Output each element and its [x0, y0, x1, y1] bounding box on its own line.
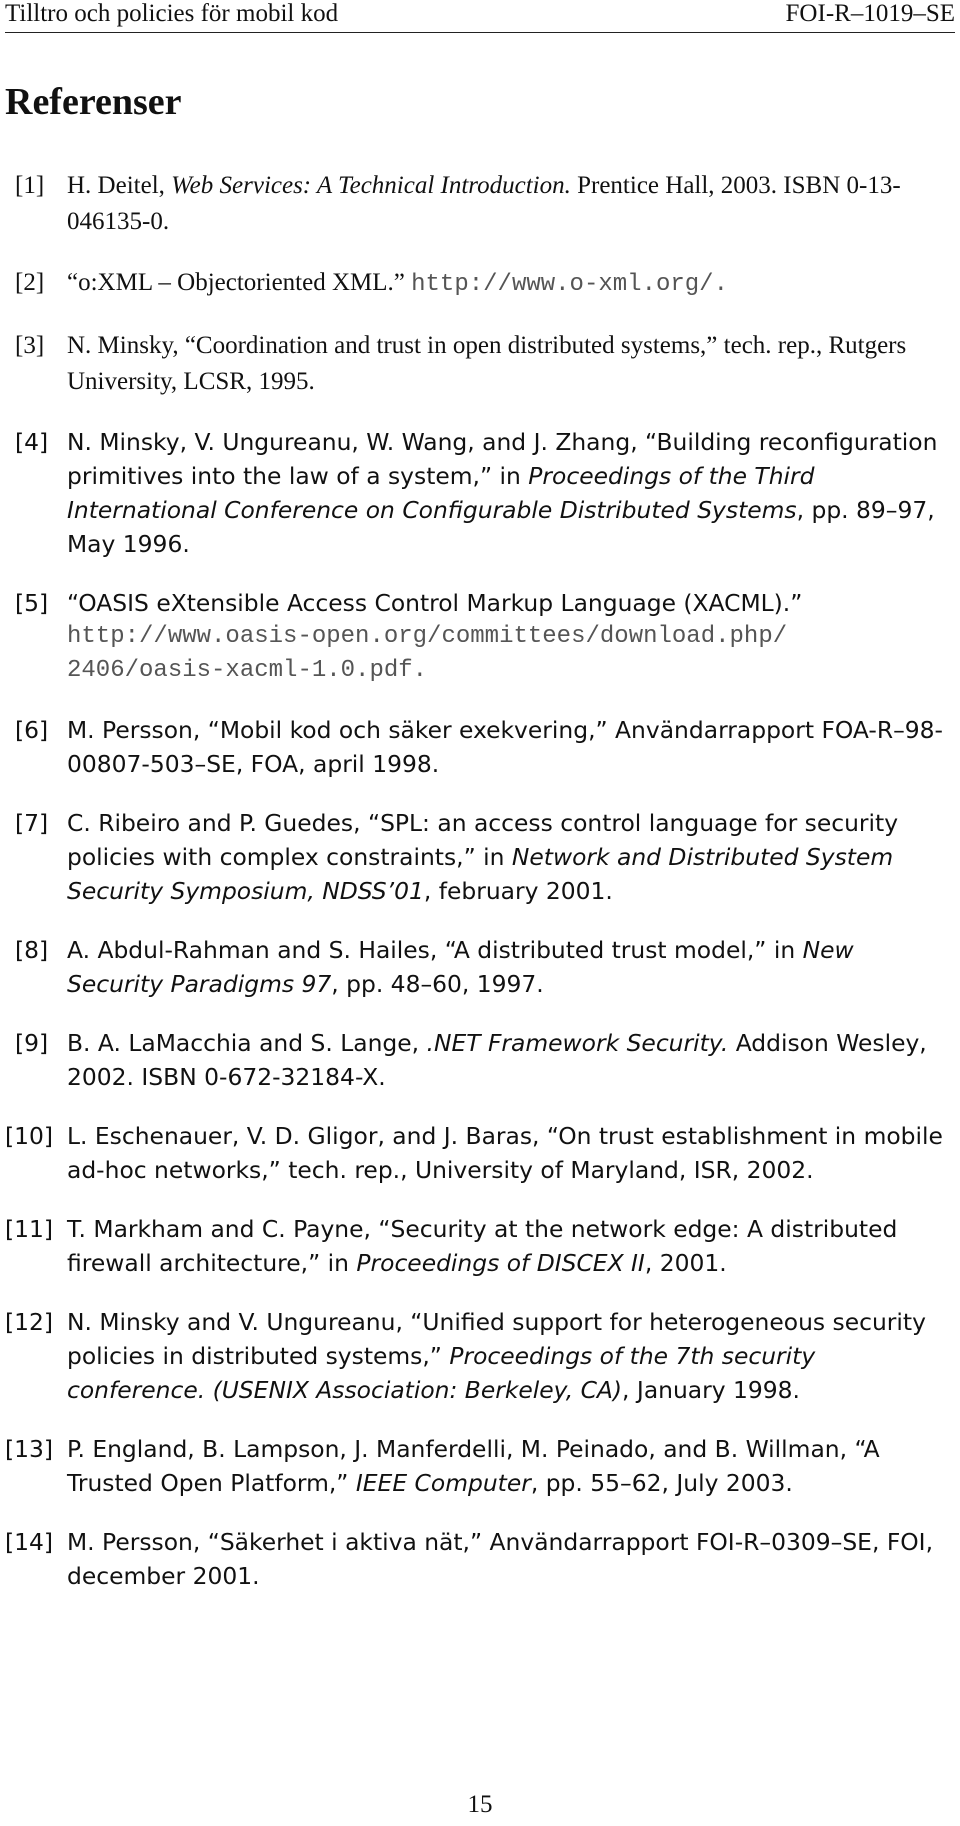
reference-item — [5, 168, 955, 240]
reference-number: [6] — [15, 716, 49, 744]
reference-text: , January 1998. — [622, 1376, 800, 1404]
reference-text: B. A. LaMacchia and S. Lange, — [67, 1029, 427, 1057]
reference-number: [9] — [15, 1029, 49, 1057]
reference-number: [7] — [15, 809, 49, 837]
reference-text: “o:XML – Objectoriented XML.” — [67, 269, 412, 296]
reference-text: , pp. 89–97, May 1996. — [67, 496, 935, 558]
reference-number: [12] — [5, 1308, 54, 1336]
reference-text: Addison Wesley, 2002. ISBN 0-672-32184-X. — [67, 1029, 927, 1091]
section-heading: Referenser — [5, 81, 182, 123]
reference-number: [8] — [15, 936, 49, 964]
reference-title: New Security Paradigms 97 — [67, 936, 854, 998]
reference-text: , february 2001. — [423, 877, 613, 905]
reference-number: [10] — [5, 1122, 54, 1150]
reference-text: M. Persson, “Säkerhet i aktiva nät,” Användarrapport FOI-R–0309–SE, FOI, december 2001. — [67, 1528, 934, 1590]
reference-url[interactable]: 2406/oasis-xacml-1.0.pdf. — [67, 657, 428, 684]
reference-text: , pp. 55–62, July 2003. — [530, 1469, 793, 1497]
reference-title: Proceedings of the 7th security conference. (USENIX Association: Berkeley, CA) — [67, 1342, 816, 1404]
reference-text: Prentice Hall, 2003. ISBN 0-13-046135-0. — [67, 172, 901, 235]
reference-title: Web Services: A Technical Introduction. — [171, 172, 571, 199]
reference-title: Proceedings of the Third International Conference on Configurable Distributed Systems — [67, 462, 815, 524]
reference-item — [5, 1525, 955, 1593]
header-report-number: FOI-R–1019–SE — [785, 0, 955, 27]
header-document-title: Tilltro och policies för mobil kod — [5, 0, 339, 27]
reference-text: L. Eschenauer, V. D. Gligor, and J. Baras, “On trust establishment in mobile ad-hoc networks,” tech. rep., University of Maryland, ISR, 2002. — [67, 1122, 943, 1184]
reference-number: [13] — [5, 1435, 54, 1463]
reference-item — [5, 1119, 955, 1187]
reference-text: A. Abdul-Rahman and S. Hailes, “A distributed trust model,” in — [67, 936, 803, 964]
reference-item — [5, 806, 955, 908]
reference-list — [5, 168, 955, 1618]
reference-text: C. Ribeiro and P. Guedes, “SPL: an access control language for security policies with complex constraints,” in — [67, 809, 899, 871]
reference-text: N. Minsky, “Coordination and trust in open distributed systems,” tech. rep., Rutgers University, LCSR, 1995. — [67, 332, 907, 395]
reference-number: [3] — [15, 332, 45, 359]
reference-item — [5, 1432, 955, 1500]
reference-url[interactable]: http://www.oasis-open.org/committees/download.php/ — [67, 623, 788, 650]
reference-number: [5] — [15, 589, 49, 617]
reference-item — [5, 425, 955, 561]
reference-number: [4] — [15, 428, 49, 456]
reference-item — [5, 713, 955, 781]
reference-item — [5, 265, 955, 303]
reference-item — [5, 1212, 955, 1280]
reference-number: [2] — [15, 269, 45, 296]
reference-text: , pp. 48–60, 1997. — [331, 970, 544, 998]
reference-title: Network and Distributed System Security Symposium, NDSS’01 — [67, 843, 894, 905]
reference-title: .NET Framework Security. — [426, 1029, 729, 1057]
reference-number: [1] — [15, 172, 45, 199]
reference-title: Proceedings of DISCEX II — [356, 1249, 645, 1277]
reference-number: [14] — [5, 1528, 54, 1556]
reference-item — [5, 328, 955, 400]
reference-text: P. England, B. Lampson, J. Manferdelli, M. Peinado, and B. Willman, “A Trusted Open Platform,” — [67, 1435, 880, 1497]
reference-title: IEEE Computer — [355, 1469, 531, 1497]
reference-text: , 2001. — [644, 1249, 727, 1277]
reference-item — [5, 586, 955, 688]
reference-text: N. Minsky and V. Ungureanu, “Unified support for heterogeneous security policies in distributed systems,” — [67, 1308, 926, 1370]
running-header — [5, 0, 955, 33]
reference-text: N. Minsky, V. Ungureanu, W. Wang, and J. Zhang, “Building reconfiguration primitives into the law of a system,” in — [67, 428, 938, 490]
reference-item — [5, 1026, 955, 1094]
reference-url[interactable]: http://www.o-xml.org/. — [411, 271, 728, 298]
reference-number: [11] — [5, 1215, 54, 1243]
reference-text: T. Markham and C. Payne, “Security at the network edge: A distributed firewall architecture,” in — [67, 1215, 898, 1277]
reference-text: H. Deitel, — [67, 172, 172, 199]
page-number: 15 — [467, 1791, 493, 1818]
reference-item — [5, 933, 955, 1001]
reference-text: M. Persson, “Mobil kod och säker exekvering,” Användarrapport FOA-R–98-00807-503–SE, FOA, april 1998. — [67, 716, 943, 778]
reference-text: “OASIS eXtensible Access Control Markup Language (XACML).” — [67, 589, 803, 617]
reference-item — [5, 1305, 955, 1407]
